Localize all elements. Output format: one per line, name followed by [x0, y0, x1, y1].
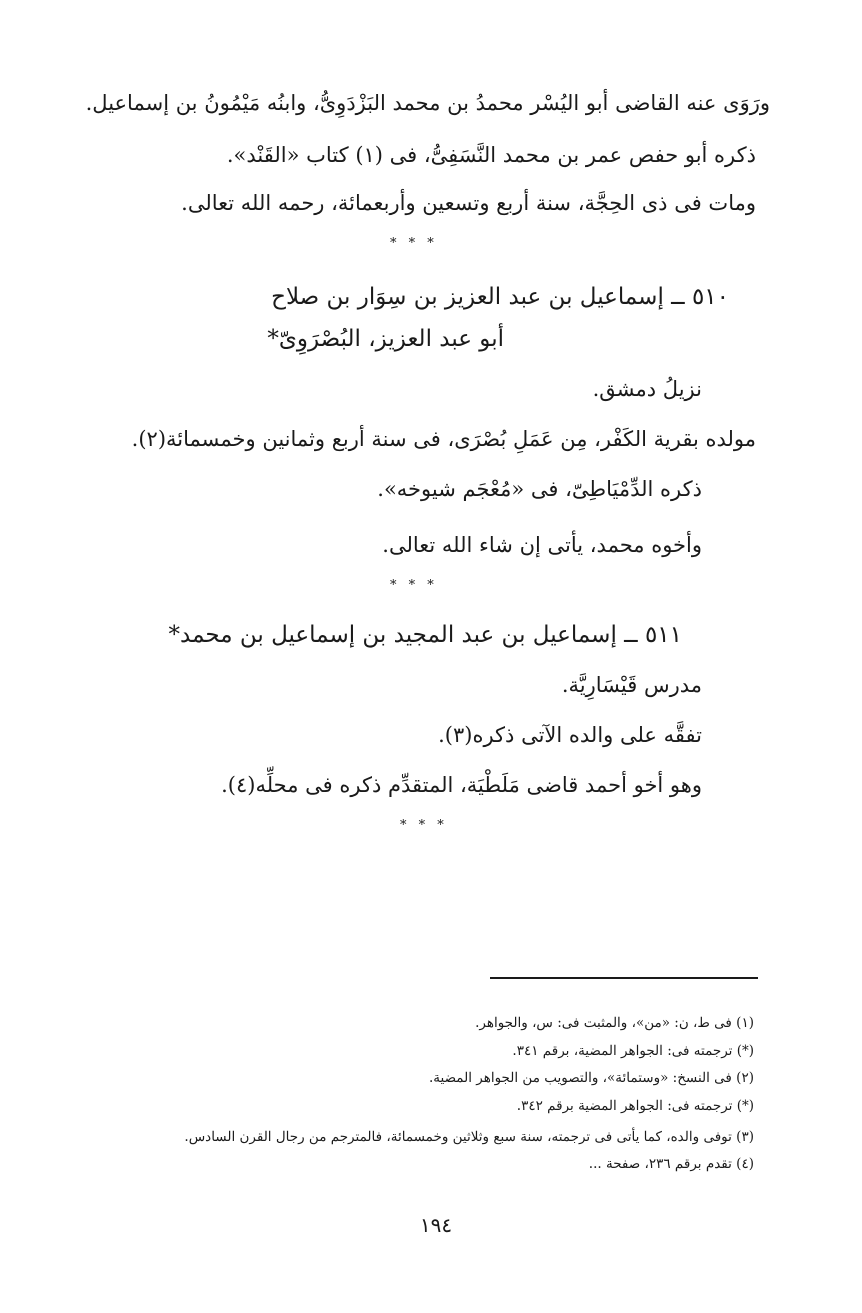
- body-line: نزيلُ دمشق.: [592, 377, 702, 401]
- body-line: وأخوه محمد، يأتى إن شاء الله تعالى.: [382, 533, 702, 557]
- section-separator: * * *: [400, 818, 448, 833]
- entry-heading: ٥١١ ــ إسماعيل بن عبد المجيد بن إسماعيل بن محمد*: [168, 622, 682, 648]
- body-line: ذكره أبو حفص عمر بن محمد النَّسَفِىُّ، فى (١) كتاب «القَنْد».: [226, 143, 756, 167]
- section-separator: * * *: [390, 578, 438, 593]
- body-line: مدرس قَيْسَارِيَّة.: [561, 673, 702, 697]
- footnote: (٤) تقدم برقم ٢٣٦، صفحة ...: [588, 1156, 754, 1172]
- entry-heading: ٥١٠ ــ إسماعيل بن عبد العزيز بن سِوَار بن صلاح: [271, 284, 729, 310]
- body-line: تفقَّه على والده الآتى ذكره(٣).: [438, 723, 702, 747]
- section-separator: * * *: [390, 236, 438, 251]
- footnote: (*) ترجمته فى: الجواهر المضية برقم ٣٤٢.: [516, 1098, 754, 1114]
- page-number: ١٩٤: [419, 1213, 453, 1237]
- footnote: (٢) فى النسخ: «وستمائة»، والتصويب من الجواهر المضية.: [428, 1070, 754, 1086]
- body-line: ورَوَى عنه القاضى أبو اليُسْر محمدُ بن محمد البَزْدَوِىُّ، وابنُه مَيْمُونُ بن إسماعيل.: [85, 91, 770, 115]
- footnote-rule: [490, 977, 758, 979]
- body-line: ذكره الدِّمْيَاطِىّ، فى «مُعْجَم شيوخه».: [377, 477, 702, 501]
- footnote: (١) فى ط، ن: «من»، والمثبت فى: س، والجواهر.: [475, 1015, 754, 1031]
- footnote: (٣) توفى والده، كما يأتى فى ترجمته، سنة سبع وثلاثين وخمسمائة، فالمترجم من رجال القرن السادس.: [184, 1129, 754, 1145]
- body-line: ومات فى ذى الحِجَّة، سنة أربع وتسعين وأربعمائة، رحمه الله تعالى.: [181, 191, 756, 215]
- footnote: (*) ترجمته فى: الجواهر المضية، برقم ٣٤١.: [512, 1043, 754, 1059]
- entry-heading-subline: أبو عبد العزيز، البُصْرَوِىّ*: [267, 326, 504, 352]
- body-line: وهو أخو أحمد قاضى مَلَطْيَة، المتقدِّم ذكره فى محلِّه(٤).: [221, 773, 702, 797]
- body-line: مولده بقرية الكَفْر، مِن عَمَلِ بُصْرَى، فى سنة أربع وثمانين وخمسمائة(٢).: [131, 427, 756, 451]
